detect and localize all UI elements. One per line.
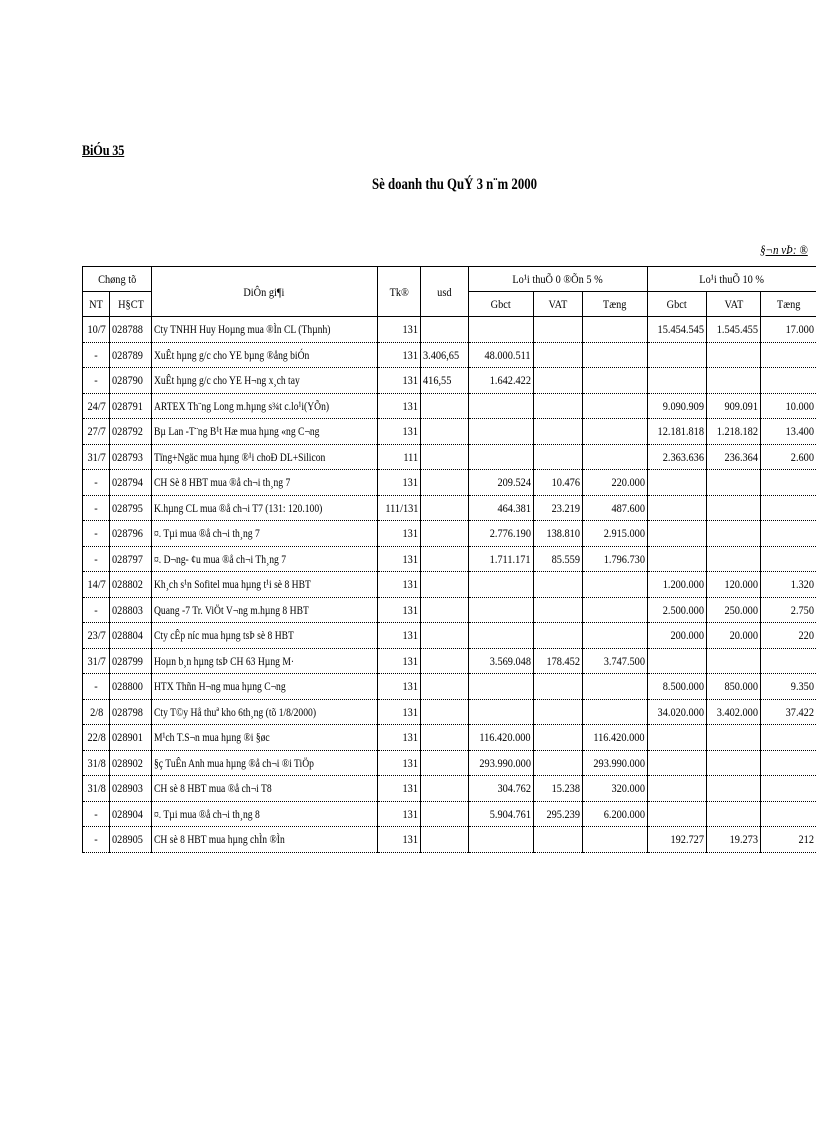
cell-hsct: 028903 <box>110 776 152 802</box>
cell-tong-10 <box>761 776 816 802</box>
cell-tk: 131 <box>377 546 420 572</box>
cell-tk: 131 <box>377 725 420 751</box>
table-row <box>83 623 816 649</box>
table-row <box>83 317 816 343</box>
cell-hsct: 028791 <box>110 393 152 419</box>
cell-vat-5: 10.476 <box>533 470 582 496</box>
cell-description: ¤. Tµi mua ®å ch¬i th¸ng 8 <box>151 801 377 827</box>
cell-tong-5: 3.747.500 <box>582 648 647 674</box>
header-vat-5: VAT <box>533 292 582 317</box>
cell-nt: - <box>83 827 110 853</box>
cell-nt: 27/7 <box>83 419 110 445</box>
cell-description: CH sè 8 HBT mua ®å ch¬i T8 <box>151 776 377 802</box>
cell-tk: 131 <box>377 419 420 445</box>
cell-gbct-10 <box>647 648 706 674</box>
cell-tk: 131 <box>377 521 420 547</box>
header-nt: NT <box>83 292 110 317</box>
cell-usd <box>421 699 469 725</box>
cell-description: Kh¸ch s¹n Sofitel mua hµng t¹i sè 8 HBT <box>151 572 377 598</box>
cell-gbct-10: 2.363.636 <box>647 444 706 470</box>
cell-hsct: 028802 <box>110 572 152 598</box>
header-usd: usd <box>421 267 469 317</box>
header-tk: Tk® <box>377 267 420 317</box>
cell-vat-10: 19.273 <box>706 827 761 853</box>
cell-hsct: 028804 <box>110 623 152 649</box>
cell-vat-5 <box>533 699 582 725</box>
cell-gbct-5: 3.569.048 <box>468 648 533 674</box>
cell-usd <box>421 572 469 598</box>
cell-vat-5 <box>533 597 582 623</box>
cell-usd: 3.406,65 <box>421 342 469 368</box>
table-row <box>83 776 816 802</box>
cell-vat-10 <box>706 521 761 547</box>
cell-usd <box>421 495 469 521</box>
cell-description: XuÊt hµng g/c cho YE bµng ®ång biÓn <box>151 342 377 368</box>
cell-hsct: 028790 <box>110 368 152 394</box>
cell-nt: 24/7 <box>83 393 110 419</box>
table-row <box>83 801 816 827</box>
cell-gbct-10: 200.000 <box>647 623 706 649</box>
cell-description: Bµ Lan -T¨ng B¹t Hæ mua hµng «ng C¬ng <box>151 419 377 445</box>
cell-tong-5: 2.915.000 <box>582 521 647 547</box>
table-row <box>83 444 816 470</box>
cell-vat-10: 1.545.455 <box>706 317 761 343</box>
cell-description: §ç TuÊn Anh mua hµng ®å ch¬i ®i TiÖp <box>151 750 377 776</box>
table-row <box>83 750 816 776</box>
cell-vat-10 <box>706 495 761 521</box>
cell-vat-5 <box>533 572 582 598</box>
cell-description: ¤. D¬ng- ¢u mua ®å ch¬i Th¸ng 7 <box>151 546 377 572</box>
cell-tong-10 <box>761 495 816 521</box>
cell-tong-10: 212 <box>761 827 816 853</box>
cell-tong-5 <box>582 572 647 598</box>
header-tong-5: Tæng <box>582 292 647 317</box>
table-row <box>83 699 816 725</box>
cell-nt: 31/8 <box>83 750 110 776</box>
cell-tk: 131 <box>377 342 420 368</box>
cell-vat-5 <box>533 342 582 368</box>
cell-gbct-10: 2.500.000 <box>647 597 706 623</box>
header-dien-giai: DiÔn gi¶i <box>151 267 377 317</box>
cell-tk: 131 <box>377 776 420 802</box>
cell-hsct: 028904 <box>110 801 152 827</box>
cell-gbct-10: 15.454.545 <box>647 317 706 343</box>
page-label: BiÓu 35 <box>82 143 125 159</box>
cell-tong-10 <box>761 368 816 394</box>
cell-tong-10: 1.320 <box>761 572 816 598</box>
cell-gbct-10 <box>647 470 706 496</box>
cell-gbct-5 <box>468 623 533 649</box>
cell-usd <box>421 597 469 623</box>
document-title: Sè doanh thu QuÝ 3 n¨m 2000 <box>372 176 538 193</box>
cell-vat-5: 295.239 <box>533 801 582 827</box>
cell-vat-5 <box>533 368 582 394</box>
cell-usd <box>421 648 469 674</box>
cell-tk: 131 <box>377 393 420 419</box>
cell-hsct: 028797 <box>110 546 152 572</box>
cell-tong-10: 37.422 <box>761 699 816 725</box>
table-row <box>83 342 816 368</box>
cell-tong-5: 320.000 <box>582 776 647 802</box>
table-row <box>83 572 816 598</box>
cell-gbct-5 <box>468 393 533 419</box>
cell-vat-10 <box>706 546 761 572</box>
cell-usd <box>421 801 469 827</box>
table-row <box>83 597 816 623</box>
header-group-10: Lo¹i thuÕ 10 % <box>647 267 816 292</box>
cell-hsct: 028788 <box>110 317 152 343</box>
cell-usd <box>421 674 469 700</box>
cell-tk: 131 <box>377 648 420 674</box>
cell-description: CH Sè 8 HBT mua ®å ch¬i th¸ng 7 <box>151 470 377 496</box>
cell-gbct-5 <box>468 444 533 470</box>
cell-hsct: 028800 <box>110 674 152 700</box>
cell-vat-5 <box>533 444 582 470</box>
cell-tong-10: 10.000 <box>761 393 816 419</box>
cell-vat-10 <box>706 648 761 674</box>
table-row <box>83 470 816 496</box>
cell-tk: 131 <box>377 572 420 598</box>
cell-nt: - <box>83 521 110 547</box>
cell-nt: - <box>83 470 110 496</box>
table-row <box>83 546 816 572</box>
cell-tk: 131 <box>377 750 420 776</box>
cell-gbct-10: 9.090.909 <box>647 393 706 419</box>
cell-nt: - <box>83 546 110 572</box>
cell-hsct: 028793 <box>110 444 152 470</box>
cell-vat-10: 120.000 <box>706 572 761 598</box>
cell-hsct: 028799 <box>110 648 152 674</box>
cell-usd <box>421 444 469 470</box>
cell-hsct: 028795 <box>110 495 152 521</box>
cell-description: ¤. Tµi mua ®å ch¬i th¸ng 7 <box>151 521 377 547</box>
cell-tk: 131 <box>377 801 420 827</box>
cell-usd <box>421 776 469 802</box>
cell-tk: 131 <box>377 317 420 343</box>
cell-vat-10: 850.000 <box>706 674 761 700</box>
table-row <box>83 648 816 674</box>
cell-tong-5 <box>582 444 647 470</box>
cell-gbct-10: 12.181.818 <box>647 419 706 445</box>
cell-tong-5 <box>582 623 647 649</box>
header-gbct-10: Gbct <box>647 292 706 317</box>
cell-tong-10 <box>761 342 816 368</box>
cell-usd <box>421 419 469 445</box>
cell-tk: 131 <box>377 597 420 623</box>
cell-vat-10: 1.218.182 <box>706 419 761 445</box>
cell-description: Cty T©y Hå thuª kho 6th¸ng (tõ 1/8/2000) <box>151 699 377 725</box>
cell-nt: 22/8 <box>83 725 110 751</box>
cell-tong-10: 220 <box>761 623 816 649</box>
cell-hsct: 028789 <box>110 342 152 368</box>
cell-description: Hoµn b¸n hµng tsÞ CH 63 Hµng M· <box>151 648 377 674</box>
cell-gbct-10: 192.727 <box>647 827 706 853</box>
cell-tong-10 <box>761 725 816 751</box>
cell-gbct-10: 34.020.000 <box>647 699 706 725</box>
cell-hsct: 028803 <box>110 597 152 623</box>
table-row <box>83 419 816 445</box>
cell-gbct-5: 1.711.171 <box>468 546 533 572</box>
cell-description: Cty cÊp níc mua hµng tsÞ sè 8 HBT <box>151 623 377 649</box>
cell-tong-5 <box>582 419 647 445</box>
cell-vat-5 <box>533 623 582 649</box>
header-group-5: Lo¹i thuÕ 0 ®Õn 5 % <box>468 267 647 292</box>
cell-tong-5: 487.600 <box>582 495 647 521</box>
revenue-ledger-table <box>82 266 816 853</box>
cell-vat-5 <box>533 393 582 419</box>
cell-vat-5: 178.452 <box>533 648 582 674</box>
cell-gbct-10 <box>647 801 706 827</box>
header-tong-10: Tæng <box>761 292 816 317</box>
cell-nt: 31/7 <box>83 444 110 470</box>
cell-gbct-10 <box>647 342 706 368</box>
cell-nt: - <box>83 801 110 827</box>
cell-hsct: 028796 <box>110 521 152 547</box>
cell-tong-5 <box>582 317 647 343</box>
cell-gbct-10 <box>647 546 706 572</box>
cell-nt: 14/7 <box>83 572 110 598</box>
unit-note: §¬n vÞ: ® <box>760 242 808 257</box>
cell-description: XuÊt hµng g/c cho YE H¬ng x¸ch tay <box>151 368 377 394</box>
cell-gbct-5: 48.000.511 <box>468 342 533 368</box>
cell-hsct: 028902 <box>110 750 152 776</box>
table-header <box>83 267 816 317</box>
cell-description: Quang -7 Tr. ViÖt V¬ng m.hµng 8 HBT <box>151 597 377 623</box>
cell-nt: 31/8 <box>83 776 110 802</box>
cell-gbct-5: 2.776.190 <box>468 521 533 547</box>
cell-tong-5 <box>582 393 647 419</box>
cell-tong-10: 9.350 <box>761 674 816 700</box>
cell-vat-5 <box>533 750 582 776</box>
cell-vat-10 <box>706 368 761 394</box>
cell-usd <box>421 750 469 776</box>
cell-gbct-5: 116.420.000 <box>468 725 533 751</box>
cell-tk: 111 <box>377 444 420 470</box>
cell-usd <box>421 393 469 419</box>
cell-vat-5 <box>533 827 582 853</box>
cell-gbct-5 <box>468 317 533 343</box>
cell-gbct-5: 5.904.761 <box>468 801 533 827</box>
cell-tong-10: 17.000 <box>761 317 816 343</box>
header-chung-tu: Chøng tõ <box>83 267 152 292</box>
cell-tk: 131 <box>377 368 420 394</box>
cell-vat-5: 85.559 <box>533 546 582 572</box>
cell-gbct-10 <box>647 776 706 802</box>
cell-description: K.hµng CL mua ®å ch¬i T7 (131: 120.100) <box>151 495 377 521</box>
cell-hsct: 028792 <box>110 419 152 445</box>
cell-usd <box>421 470 469 496</box>
cell-gbct-10 <box>647 725 706 751</box>
cell-tong-5: 1.796.730 <box>582 546 647 572</box>
cell-description: CH sè 8 HBT mua hµng chÌn ®Ìn <box>151 827 377 853</box>
cell-gbct-5: 304.762 <box>468 776 533 802</box>
cell-usd <box>421 827 469 853</box>
cell-description: ARTEX Th¨ng Long m.hµng s¾t c.lo¹i(YÕn) <box>151 393 377 419</box>
cell-gbct-10: 1.200.000 <box>647 572 706 598</box>
cell-tong-5: 220.000 <box>582 470 647 496</box>
cell-vat-10: 236.364 <box>706 444 761 470</box>
cell-tong-5 <box>582 674 647 700</box>
cell-vat-5 <box>533 317 582 343</box>
cell-usd <box>421 317 469 343</box>
cell-vat-10: 909.091 <box>706 393 761 419</box>
cell-tk: 131 <box>377 827 420 853</box>
cell-gbct-5: 209.524 <box>468 470 533 496</box>
cell-nt: - <box>83 368 110 394</box>
cell-gbct-10 <box>647 521 706 547</box>
cell-vat-10: 250.000 <box>706 597 761 623</box>
cell-tong-10 <box>761 750 816 776</box>
cell-nt: - <box>83 495 110 521</box>
cell-tk: 131 <box>377 470 420 496</box>
cell-hsct: 028798 <box>110 699 152 725</box>
cell-tong-10 <box>761 470 816 496</box>
cell-gbct-5: 1.642.422 <box>468 368 533 394</box>
cell-tk: 131 <box>377 699 420 725</box>
cell-usd <box>421 725 469 751</box>
cell-tong-5 <box>582 342 647 368</box>
cell-vat-10: 3.402.000 <box>706 699 761 725</box>
cell-gbct-5 <box>468 597 533 623</box>
cell-tong-5: 293.990.000 <box>582 750 647 776</box>
cell-description: M¹ch T.S¬n mua hµng ®i §øc <box>151 725 377 751</box>
cell-tk: 111/131 <box>377 495 420 521</box>
cell-vat-10: 20.000 <box>706 623 761 649</box>
cell-nt: - <box>83 597 110 623</box>
cell-description: HTX Thñn H¬ng mua hµng C¬ng <box>151 674 377 700</box>
cell-gbct-5 <box>468 699 533 725</box>
table-row <box>83 674 816 700</box>
cell-tong-10: 2.750 <box>761 597 816 623</box>
header-hsct: H§CT <box>110 292 152 317</box>
cell-gbct-10 <box>647 750 706 776</box>
header-vat-10: VAT <box>706 292 761 317</box>
cell-gbct-5: 293.990.000 <box>468 750 533 776</box>
table-row <box>83 393 816 419</box>
cell-gbct-5 <box>468 419 533 445</box>
table-row <box>83 368 816 394</box>
cell-hsct: 028905 <box>110 827 152 853</box>
cell-vat-10 <box>706 801 761 827</box>
cell-tong-10 <box>761 801 816 827</box>
cell-tong-5 <box>582 368 647 394</box>
cell-vat-5 <box>533 725 582 751</box>
cell-usd <box>421 546 469 572</box>
cell-vat-10 <box>706 342 761 368</box>
table-row <box>83 495 816 521</box>
cell-nt: 10/7 <box>83 317 110 343</box>
table-body <box>83 317 816 853</box>
cell-vat-5: 138.810 <box>533 521 582 547</box>
cell-gbct-10 <box>647 495 706 521</box>
cell-tong-10 <box>761 521 816 547</box>
table-row <box>83 521 816 547</box>
cell-gbct-5 <box>468 674 533 700</box>
cell-vat-10 <box>706 776 761 802</box>
header-gbct-5: Gbct <box>468 292 533 317</box>
cell-tk: 131 <box>377 623 420 649</box>
cell-usd <box>421 623 469 649</box>
cell-vat-10 <box>706 470 761 496</box>
cell-nt: 2/8 <box>83 699 110 725</box>
cell-tk: 131 <box>377 674 420 700</box>
cell-usd <box>421 521 469 547</box>
cell-gbct-5: 464.381 <box>468 495 533 521</box>
cell-nt: - <box>83 674 110 700</box>
cell-vat-10 <box>706 725 761 751</box>
cell-vat-5: 15.238 <box>533 776 582 802</box>
table-row <box>83 827 816 853</box>
cell-nt: 23/7 <box>83 623 110 649</box>
cell-tong-10 <box>761 648 816 674</box>
cell-tong-5 <box>582 699 647 725</box>
cell-tong-10: 13.400 <box>761 419 816 445</box>
cell-description: Tïng+Ngäc mua hµng ®¹i choÐ DL+Silicon <box>151 444 377 470</box>
cell-tong-10: 2.600 <box>761 444 816 470</box>
cell-gbct-5 <box>468 572 533 598</box>
cell-tong-5 <box>582 597 647 623</box>
cell-gbct-10 <box>647 368 706 394</box>
cell-vat-5 <box>533 674 582 700</box>
cell-gbct-10: 8.500.000 <box>647 674 706 700</box>
cell-hsct: 028901 <box>110 725 152 751</box>
cell-vat-5: 23.219 <box>533 495 582 521</box>
table-row <box>83 725 816 751</box>
cell-nt: 31/7 <box>83 648 110 674</box>
cell-vat-5 <box>533 419 582 445</box>
cell-tong-5: 116.420.000 <box>582 725 647 751</box>
cell-usd: 416,55 <box>421 368 469 394</box>
cell-tong-5 <box>582 827 647 853</box>
cell-description: Cty TNHH Huy Hoµng mua ®Ìn CL (Thµnh) <box>151 317 377 343</box>
cell-tong-10 <box>761 546 816 572</box>
cell-tong-5: 6.200.000 <box>582 801 647 827</box>
cell-vat-10 <box>706 750 761 776</box>
cell-nt: - <box>83 342 110 368</box>
cell-hsct: 028794 <box>110 470 152 496</box>
cell-gbct-5 <box>468 827 533 853</box>
